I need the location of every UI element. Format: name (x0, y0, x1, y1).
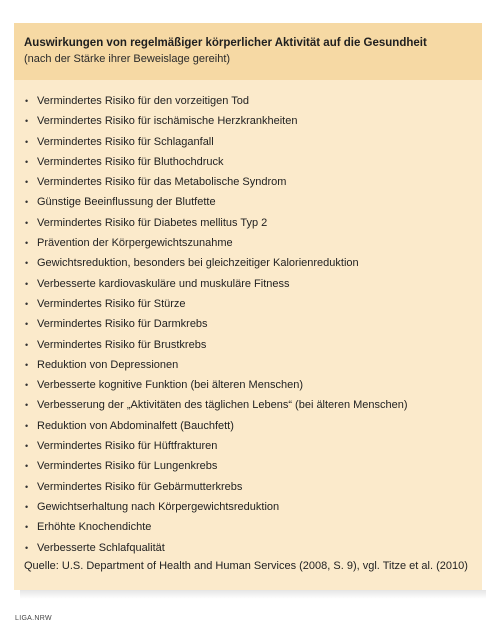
bullet-icon: • (25, 339, 29, 350)
bullet-icon: • (25, 380, 29, 391)
list-item-text: Reduktion von Abdominalfett (Bauchfett) (37, 419, 234, 432)
list-item (14, 436, 482, 456)
list-item-text: Vermindertes Risiko für Gebärmutterkrebs (37, 480, 243, 493)
bullet-icon: • (25, 461, 29, 472)
list-item (14, 517, 482, 537)
list-item (14, 91, 482, 111)
list-item-text: Vermindertes Risiko für das Metabolische Syndrom (37, 176, 287, 189)
bullet-icon: • (25, 197, 29, 208)
bullet-icon: • (25, 420, 29, 431)
list-item (14, 335, 482, 355)
info-box (14, 23, 482, 590)
list-item-text: Vermindertes Risiko für Hüftfrakturen (37, 440, 218, 453)
box-title: Auswirkungen von regelmäßiger körperlicher Aktivität auf die Gesundheit (24, 37, 427, 49)
list-item (14, 456, 482, 476)
list-item-text: Erhöhte Knochendichte (37, 521, 152, 534)
list-item (14, 274, 482, 294)
list-item-text: Vermindertes Risiko für ischämische Herzkrankheiten (37, 115, 298, 128)
list-item (14, 111, 482, 131)
bullet-icon: • (25, 359, 29, 370)
list-item (14, 192, 482, 212)
list-item (14, 172, 482, 192)
list-item (14, 395, 482, 415)
source-note: Quelle: U.S. Department of Health and Human Services (2008, S. 9), vgl. Titze et al. (2010) (24, 560, 468, 572)
list-item-text: Vermindertes Risiko für Brustkrebs (37, 338, 207, 351)
list-item (14, 477, 482, 497)
effects-list (14, 91, 482, 558)
logo-text: LIGA.NRW (15, 615, 52, 622)
list-item-text: Günstige Beeinflussung der Blutfette (37, 196, 216, 209)
list-item-text: Vermindertes Risiko für Diabetes mellitus Typ 2 (37, 216, 268, 229)
list-item-text: Vermindertes Risiko für Schlaganfall (37, 135, 214, 148)
bullet-icon: • (25, 238, 29, 249)
list-item (14, 294, 482, 314)
list-item-text: Verbesserung der „Aktivitäten des täglichen Lebens“ (bei älteren Menschen) (37, 399, 408, 412)
bullet-icon: • (25, 177, 29, 188)
bullet-icon: • (25, 400, 29, 411)
list-item-text: Vermindertes Risiko für Lungenkrebs (37, 460, 218, 473)
bullet-icon: • (25, 258, 29, 269)
bullet-icon: • (25, 522, 29, 533)
list-item-text: Vermindertes Risiko für Stürze (37, 297, 186, 310)
bullet-icon: • (25, 542, 29, 553)
list-item (14, 497, 482, 517)
list-item-text: Gewichtserhaltung nach Körpergewichtsreduktion (37, 500, 280, 513)
bullet-icon: • (25, 319, 29, 330)
bullet-icon: • (25, 501, 29, 512)
list-item-text: Vermindertes Risiko für Darmkrebs (37, 318, 208, 331)
box-subtitle: (nach der Stärke ihrer Beweislage gereiht) (24, 53, 231, 65)
bullet-icon: • (25, 136, 29, 147)
bullet-icon: • (25, 217, 29, 228)
list-item (14, 233, 482, 253)
list-item-text: Verbesserte Schlafqualität (37, 541, 165, 554)
list-item-text: Verbesserte kognitive Funktion (bei älteren Menschen) (37, 379, 303, 392)
bullet-icon: • (25, 156, 29, 167)
list-item (14, 314, 482, 334)
bullet-icon: • (25, 278, 29, 289)
list-item-text: Vermindertes Risiko für den vorzeitigen Tod (37, 95, 249, 107)
bullet-icon: • (25, 298, 29, 309)
list-item (14, 416, 482, 436)
list-item (14, 355, 482, 375)
list-item-text: Reduktion von Depressionen (37, 358, 179, 371)
bullet-icon: • (25, 481, 29, 492)
list-item-text: Prävention der Körpergewichtszunahme (37, 237, 233, 250)
bullet-icon: • (25, 116, 29, 127)
list-item-text: Gewichtsreduktion, besonders bei gleichzeitiger Kalorienreduktion (37, 257, 359, 270)
list-item (14, 213, 482, 233)
bullet-icon: • (25, 96, 29, 106)
box-shadow (20, 590, 486, 599)
list-item (14, 538, 482, 558)
list-item-text: Verbesserte kardiovaskuläre und muskuläre Fitness (37, 277, 290, 290)
bullet-icon: • (25, 441, 29, 452)
list-item (14, 132, 482, 152)
list-item (14, 152, 482, 172)
list-item (14, 375, 482, 395)
info-box-header (14, 23, 482, 80)
list-item (14, 253, 482, 273)
list-item-text: Vermindertes Risiko für Bluthochdruck (37, 155, 224, 168)
